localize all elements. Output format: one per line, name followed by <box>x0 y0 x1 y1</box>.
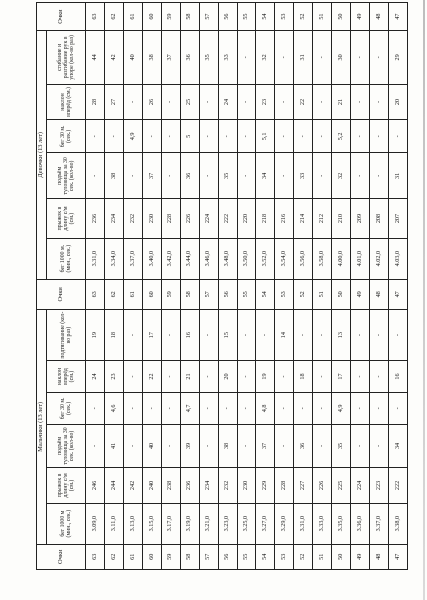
table-cell: 54 <box>256 3 275 31</box>
table-cell: 39 <box>180 424 199 467</box>
table-cell: 48 <box>370 3 389 31</box>
table-row <box>142 3 161 570</box>
points-header-girls: Очки <box>37 3 86 31</box>
table-cell: - <box>218 392 237 424</box>
table-cell: - <box>86 120 105 153</box>
table-cell: - <box>86 153 105 199</box>
table-cell: - <box>370 84 389 120</box>
table-cell: - <box>104 120 123 153</box>
table-cell: 22 <box>294 84 313 120</box>
table-cell: 3.58,0 <box>313 238 332 279</box>
table-cell: - <box>351 31 370 85</box>
table-cell: 224 <box>351 468 370 504</box>
table-cell: - <box>199 392 218 424</box>
table-cell: 224 <box>199 199 218 238</box>
table-cell: 58 <box>180 544 199 569</box>
scoring-table <box>36 2 408 570</box>
table-cell: - <box>199 120 218 153</box>
table-cell: - <box>123 361 142 393</box>
table-cell: - <box>351 153 370 199</box>
table-cell: 32 <box>332 153 351 199</box>
table-cell: 4,9 <box>332 392 351 424</box>
table-cell: - <box>161 153 180 199</box>
table-cell: - <box>275 392 294 424</box>
table-cell: 35 <box>199 31 218 85</box>
table-cell: 31 <box>294 31 313 85</box>
table-cell: 18 <box>294 361 313 393</box>
table-cell: 3.42,0 <box>161 238 180 279</box>
table-cell: 223 <box>370 468 389 504</box>
table-cell: 3.09,0 <box>86 503 105 544</box>
table-cell: 23 <box>256 84 275 120</box>
table-cell: 3.46,0 <box>199 238 218 279</box>
table-cell: 220 <box>237 199 256 238</box>
table-cell: 244 <box>104 468 123 504</box>
table-row <box>313 3 332 570</box>
table-cell: - <box>351 424 370 467</box>
table-cell: 59 <box>161 3 180 31</box>
table-cell: 3.29,0 <box>275 503 294 544</box>
col-jump-boys: прыжок в длину с/м (см.) <box>47 468 86 504</box>
table-cell: 27 <box>104 84 123 120</box>
table-cell: 38 <box>142 31 161 85</box>
table-cell: - <box>313 424 332 467</box>
table-cell: 3.23,0 <box>218 503 237 544</box>
table-cell: - <box>313 120 332 153</box>
table-cell: 38 <box>104 153 123 199</box>
table-cell: - <box>237 392 256 424</box>
table-cell: - <box>275 424 294 467</box>
table-cell: 4,7 <box>180 392 199 424</box>
rotated-table-wrapper <box>36 2 408 570</box>
table-cell: - <box>313 310 332 361</box>
table-cell: 58 <box>180 279 199 310</box>
table-cell: - <box>123 392 142 424</box>
table-cell: 4.02,0 <box>370 238 389 279</box>
table-cell: 228 <box>275 468 294 504</box>
table-cell: - <box>389 310 408 361</box>
table-cell: 60 <box>142 3 161 31</box>
table-cell: 3.33,0 <box>313 503 332 544</box>
table-cell: 14 <box>275 310 294 361</box>
table-cell: 3.35,0 <box>332 503 351 544</box>
table-cell: - <box>275 153 294 199</box>
table-cell: 47 <box>389 544 408 569</box>
table-cell: 13 <box>332 310 351 361</box>
table-cell: 41 <box>104 424 123 467</box>
table-cell: - <box>161 310 180 361</box>
table-cell: 15 <box>218 310 237 361</box>
table-cell: - <box>351 84 370 120</box>
table-cell: - <box>313 31 332 85</box>
table-row <box>294 3 313 570</box>
table-cell: 19 <box>86 310 105 361</box>
table-cell: - <box>237 361 256 393</box>
table-cell: 4,6 <box>104 392 123 424</box>
table-cell: 21 <box>332 84 351 120</box>
table-cell: 56 <box>218 279 237 310</box>
table-row <box>218 3 237 570</box>
table-row <box>104 3 123 570</box>
table-row <box>123 3 142 570</box>
col-bend-girls: наклон вперёд (см.) <box>47 84 86 120</box>
table-cell: 40 <box>142 424 161 467</box>
table-cell: 25 <box>180 84 199 120</box>
table-cell: 50 <box>332 3 351 31</box>
table-cell: 29 <box>389 31 408 85</box>
table-cell: 35 <box>218 153 237 199</box>
col-pullups-boys: подтягивание (кол-во раз) <box>47 310 86 361</box>
table-cell: 209 <box>351 199 370 238</box>
table-cell: - <box>313 392 332 424</box>
table-cell: - <box>161 392 180 424</box>
table-row <box>237 3 256 570</box>
table-cell: 59 <box>161 544 180 569</box>
table-cell: 37 <box>256 424 275 467</box>
table-cell: 55 <box>237 544 256 569</box>
table-cell: 48 <box>370 279 389 310</box>
table-cell: 4,9 <box>123 120 142 153</box>
col-run1000-boys: бег 1000 м (мин., сек.) <box>47 503 86 544</box>
table-cell: 5,1 <box>256 120 275 153</box>
table-cell: - <box>351 361 370 393</box>
table-cell: - <box>142 392 161 424</box>
table-cell: 57 <box>199 279 218 310</box>
table-cell: 236 <box>180 468 199 504</box>
col-pushups-girls: сгибание и разгибание рук в упоре (кол-во раз) <box>47 31 86 85</box>
table-cell: 3.34,0 <box>104 238 123 279</box>
table-cell: - <box>237 424 256 467</box>
table-cell: 35 <box>332 424 351 467</box>
table-cell: 51 <box>313 3 332 31</box>
table-row <box>370 3 389 570</box>
table-cell: 3.17,0 <box>161 503 180 544</box>
table-cell: - <box>370 392 389 424</box>
table-cell: 3.38,0 <box>389 503 408 544</box>
table-cell: 3.54,0 <box>275 238 294 279</box>
table-cell: 37 <box>161 31 180 85</box>
table-cell: 52 <box>294 279 313 310</box>
table-cell: 63 <box>86 279 105 310</box>
girls-group-header: Девочки (13 лет) <box>37 31 47 279</box>
table-cell: 214 <box>294 199 313 238</box>
table-body <box>86 3 408 570</box>
table-cell: - <box>237 84 256 120</box>
table-cell: 212 <box>313 199 332 238</box>
table-cell: - <box>351 392 370 424</box>
table-cell: 3.37,0 <box>370 503 389 544</box>
table-cell: - <box>370 361 389 393</box>
table-cell: - <box>161 424 180 467</box>
table-cell: - <box>142 120 161 153</box>
table-cell: 24 <box>86 361 105 393</box>
table-cell: 232 <box>123 199 142 238</box>
points-header-middle: Очки <box>37 279 86 310</box>
table-cell: - <box>123 153 142 199</box>
table-cell: 232 <box>218 468 237 504</box>
table-cell: 32 <box>256 31 275 85</box>
table-cell: - <box>275 361 294 393</box>
table-cell: 236 <box>86 199 105 238</box>
table-cell: - <box>237 153 256 199</box>
table-cell: 34 <box>389 424 408 467</box>
table-cell: 50 <box>332 544 351 569</box>
table-cell: 5,2 <box>332 120 351 153</box>
table-cell: - <box>389 392 408 424</box>
table-cell: 3.40,0 <box>142 238 161 279</box>
table-cell: 37 <box>142 153 161 199</box>
table-cell: - <box>313 361 332 393</box>
table-cell: 226 <box>180 199 199 238</box>
table-cell: - <box>86 392 105 424</box>
table-cell: 20 <box>389 84 408 120</box>
col-run1000-girls: бег 1000 м. (мин., сек.) <box>47 238 86 279</box>
table-cell: 33 <box>218 31 237 85</box>
table-cell: 33 <box>294 153 313 199</box>
table-cell: 55 <box>237 3 256 31</box>
table-cell: 3.37,0 <box>123 238 142 279</box>
table-cell: 51 <box>313 279 332 310</box>
table-cell: 234 <box>104 199 123 238</box>
table-cell: - <box>370 120 389 153</box>
table-cell: 28 <box>86 84 105 120</box>
table-row <box>256 3 275 570</box>
table-row <box>199 3 218 570</box>
table-cell: 52 <box>294 544 313 569</box>
col-jump-girls: прыжок в длину с/м (см.) <box>47 199 86 238</box>
table-cell: - <box>294 392 313 424</box>
table-cell: 5 <box>180 120 199 153</box>
table-cell: 49 <box>351 3 370 31</box>
table-row <box>332 3 351 570</box>
table-cell: 42 <box>104 31 123 85</box>
table-cell: 3.15,0 <box>142 503 161 544</box>
table-cell: - <box>237 31 256 85</box>
table-cell: 208 <box>370 199 389 238</box>
table-cell: 54 <box>256 279 275 310</box>
table-cell: 63 <box>86 544 105 569</box>
table-cell: - <box>370 153 389 199</box>
table-cell: - <box>161 84 180 120</box>
table-cell: 3.13,0 <box>123 503 142 544</box>
table-cell: 222 <box>389 468 408 504</box>
table-cell: 62 <box>104 3 123 31</box>
table-cell: 210 <box>332 199 351 238</box>
col-trunk-girls: подъём туловища за 30 сек. (кол-во) <box>47 153 86 199</box>
table-cell: - <box>370 310 389 361</box>
scan-edge-line <box>423 0 425 600</box>
table-cell: 58 <box>180 3 199 31</box>
table-cell: 36 <box>180 31 199 85</box>
table-cell: - <box>161 361 180 393</box>
table-cell: 3.31,0 <box>86 238 105 279</box>
table-cell: 216 <box>275 199 294 238</box>
table-cell: 234 <box>199 468 218 504</box>
table-cell: 18 <box>104 310 123 361</box>
points-header-boys: Очки <box>37 544 86 569</box>
group-header-row <box>37 3 47 570</box>
col-bend-boys: наклон вперёд (см.) <box>47 361 86 393</box>
table-cell: 36 <box>180 153 199 199</box>
table-cell: 61 <box>123 279 142 310</box>
table-cell: 3.50,0 <box>237 238 256 279</box>
table-cell: 47 <box>389 279 408 310</box>
table-cell: 36 <box>294 424 313 467</box>
table-cell: 62 <box>104 544 123 569</box>
table-cell: 61 <box>123 544 142 569</box>
table-cell: - <box>237 120 256 153</box>
table-cell: 218 <box>256 199 275 238</box>
table-cell: - <box>199 424 218 467</box>
table-cell: 30 <box>332 31 351 85</box>
table-cell: - <box>199 310 218 361</box>
table-cell: 3.44,0 <box>180 238 199 279</box>
table-cell: 53 <box>275 3 294 31</box>
table-cell: - <box>123 310 142 361</box>
table-cell: - <box>275 31 294 85</box>
table-cell: 55 <box>237 279 256 310</box>
col-run30-girls: бег 30 м. (сек.) <box>47 120 86 153</box>
table-cell: 53 <box>275 279 294 310</box>
table-cell: 226 <box>313 468 332 504</box>
table-cell: - <box>351 310 370 361</box>
table-cell: 230 <box>142 199 161 238</box>
table-cell: 53 <box>275 544 294 569</box>
table-cell: 57 <box>199 544 218 569</box>
table-cell: 222 <box>218 199 237 238</box>
table-cell: 17 <box>332 361 351 393</box>
table-cell: 19 <box>256 361 275 393</box>
table-cell: - <box>389 120 408 153</box>
table-cell: 4.01,0 <box>351 238 370 279</box>
table-cell: 34 <box>256 153 275 199</box>
table-row <box>180 3 199 570</box>
table-cell: - <box>123 84 142 120</box>
table-cell: 52 <box>294 3 313 31</box>
table-cell: - <box>275 120 294 153</box>
table-cell: 50 <box>332 279 351 310</box>
table-cell: 238 <box>161 468 180 504</box>
table-cell: 38 <box>218 424 237 467</box>
table-cell: - <box>256 310 275 361</box>
table-cell: - <box>199 153 218 199</box>
table-cell: 26 <box>142 84 161 120</box>
table-cell: 3.48,0 <box>218 238 237 279</box>
table-cell: 60 <box>142 279 161 310</box>
table-cell: 3.21,0 <box>199 503 218 544</box>
table-cell: 4.00,0 <box>332 238 351 279</box>
table-cell: - <box>313 153 332 199</box>
table-cell: 60 <box>142 544 161 569</box>
table-cell: 48 <box>370 544 389 569</box>
table-cell: 4,8 <box>256 392 275 424</box>
table-cell: 240 <box>142 468 161 504</box>
table-cell: 3.36,0 <box>351 503 370 544</box>
table-cell: 3.19,0 <box>180 503 199 544</box>
table-cell: 225 <box>332 468 351 504</box>
table-cell: - <box>370 424 389 467</box>
table-cell: 230 <box>237 468 256 504</box>
table-row <box>161 3 180 570</box>
table-cell: 23 <box>104 361 123 393</box>
table-cell: 227 <box>294 468 313 504</box>
table-cell: 24 <box>218 84 237 120</box>
col-run30-boys: бег 30 м. (сек.) <box>47 392 86 424</box>
table-cell: - <box>123 424 142 467</box>
table-cell: 62 <box>104 279 123 310</box>
table-row <box>86 3 105 570</box>
table-row <box>275 3 294 570</box>
table-cell: 31 <box>389 153 408 199</box>
table-cell: 229 <box>256 468 275 504</box>
table-cell: 3.27,0 <box>256 503 275 544</box>
table-cell: 47 <box>389 3 408 31</box>
table-cell: - <box>351 120 370 153</box>
table-cell: 246 <box>86 468 105 504</box>
table-cell: - <box>294 310 313 361</box>
table-cell: 3.11,0 <box>104 503 123 544</box>
table-cell: 59 <box>161 279 180 310</box>
table-cell: 17 <box>142 310 161 361</box>
table-cell: - <box>199 361 218 393</box>
table-cell: 22 <box>142 361 161 393</box>
table-cell: 21 <box>180 361 199 393</box>
table-cell: 207 <box>389 199 408 238</box>
table-cell: - <box>294 120 313 153</box>
table-cell: 3.31,0 <box>294 503 313 544</box>
table-cell: - <box>237 310 256 361</box>
table-cell: 56 <box>218 3 237 31</box>
table-cell: - <box>86 424 105 467</box>
table-cell: 40 <box>123 31 142 85</box>
boys-group-header: Мальчики (13 лет) <box>37 310 47 544</box>
table-cell: - <box>199 84 218 120</box>
table-cell: - <box>370 31 389 85</box>
table-cell: 61 <box>123 3 142 31</box>
table-cell: 242 <box>123 468 142 504</box>
table-cell: 4.03,0 <box>389 238 408 279</box>
table-cell: 3.25,0 <box>237 503 256 544</box>
table-cell: 16 <box>389 361 408 393</box>
table-cell: 56 <box>218 544 237 569</box>
table-cell: 63 <box>86 3 105 31</box>
table-cell: 44 <box>86 31 105 85</box>
table-row <box>389 3 408 570</box>
table-cell: 228 <box>161 199 180 238</box>
table-cell: - <box>161 120 180 153</box>
table-cell: 3.52,0 <box>256 238 275 279</box>
table-cell: 16 <box>180 310 199 361</box>
table-cell: 54 <box>256 544 275 569</box>
table-cell: - <box>275 84 294 120</box>
table-cell: 51 <box>313 544 332 569</box>
col-trunk-boys: подъём туловища за 30 сек. (кол-во) <box>47 424 86 467</box>
table-row <box>351 3 370 570</box>
table-cell: - <box>313 84 332 120</box>
table-cell: 20 <box>218 361 237 393</box>
table-cell: 3.56,0 <box>294 238 313 279</box>
table-cell: - <box>218 120 237 153</box>
table-cell: 57 <box>199 3 218 31</box>
table-cell: 49 <box>351 544 370 569</box>
table-cell: 49 <box>351 279 370 310</box>
